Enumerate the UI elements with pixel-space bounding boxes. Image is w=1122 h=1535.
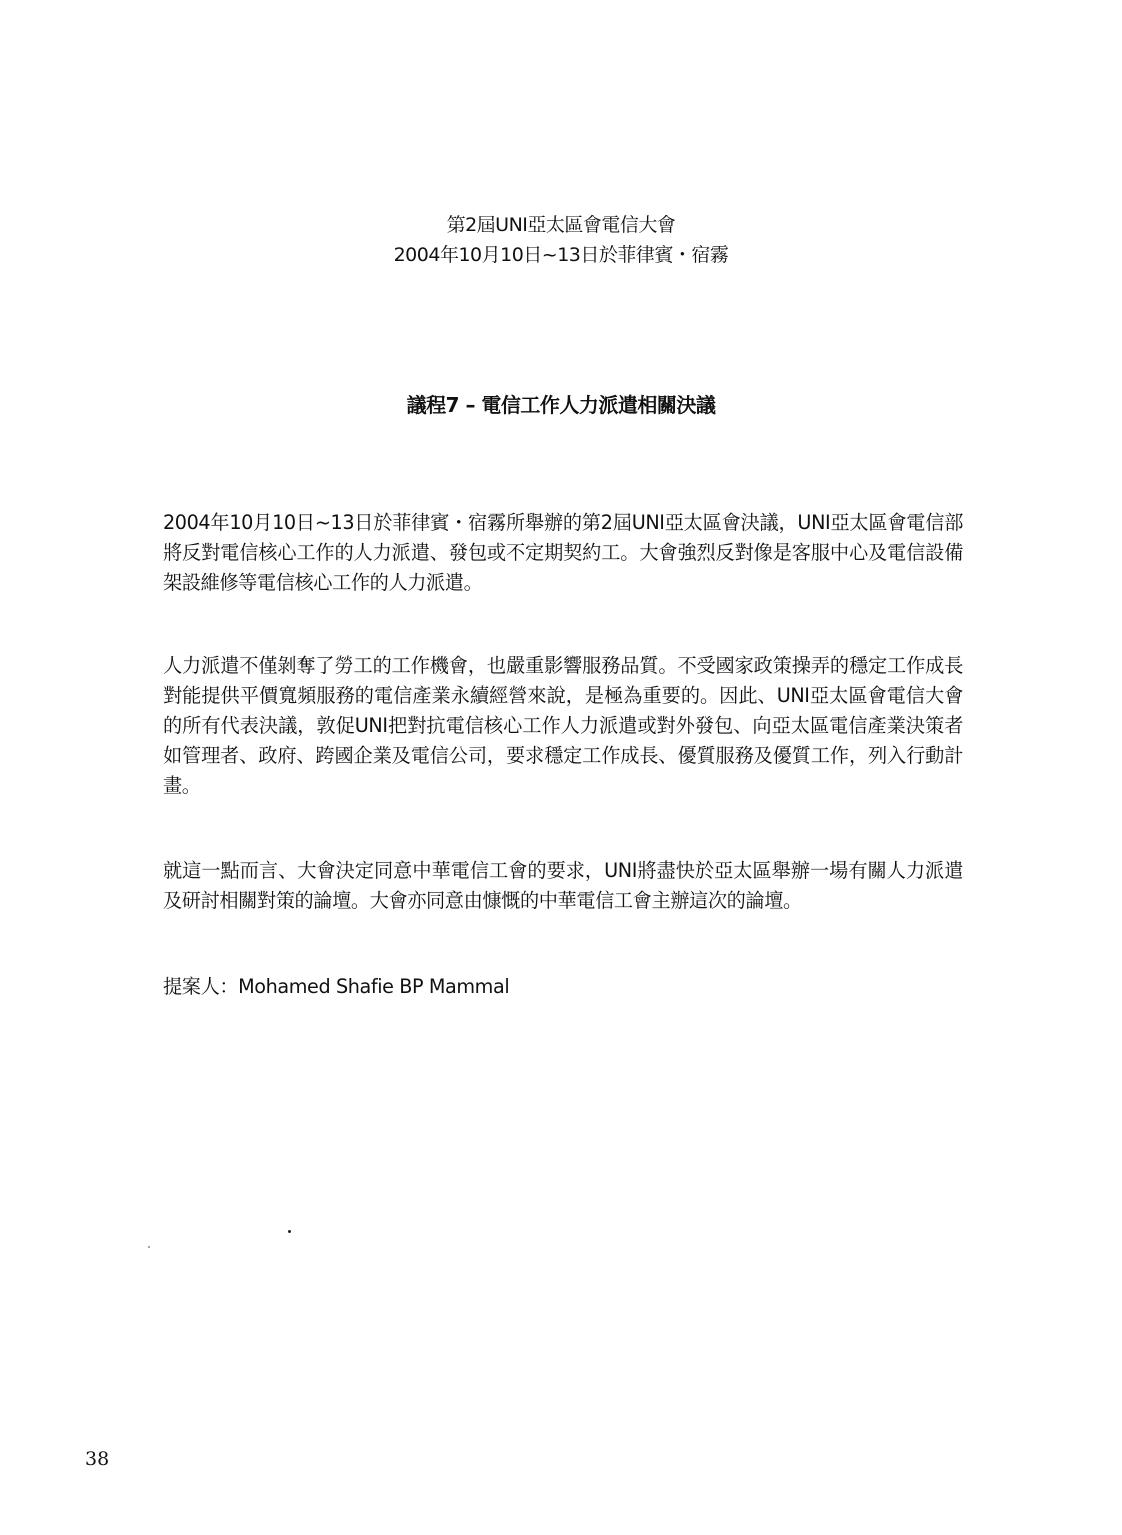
- conference-title: 第2屆UNI亞太區會電信大會: [446, 214, 676, 236]
- resolution-paragraph-3: 就這一點而言、大會決定同意中華電信工會的要求，UNI將盡快於亞太區舉辦一場有關人力派遣及研討相關對策的論壇。大會亦同意由慷慨的中華電信工會主辦這次的論壇。: [163, 859, 963, 912]
- scan-speck: [288, 1230, 291, 1233]
- scan-speck: [148, 1246, 150, 1248]
- conference-header: [0, 210, 1122, 270]
- resolution-paragraph-2: 人力派遣不僅剝奪了勞工的工作機會，也嚴重影響服務品質。不受國家政策操弄的穩定工作成長對能提供平價寬頻服務的電信產業永續經營來說，是極為重要的。因此、UNI亞太區會電信大會的所有代表決議，敦促UNI把對抗電信核心工作人力派遣或對外發包、向亞太區電信產業決策者如管理者、政府、跨國企業及電信公司，要求穩定工作成長、優質服務及優質工作，列入行動計畫。: [163, 654, 963, 797]
- proposer-line: [163, 972, 509, 1002]
- resolution-paragraph-1: 2004年10月10日~13日於菲律賓・宿霧所舉辦的第2屆UNI亞太區會決議，UNI亞太區會電信部將反對電信核心工作的人力派遣、發包或不定期契約工。大會強烈反對像是客服中心及電信設備架設維修等電信核心工作的人力派遣。: [163, 511, 963, 594]
- conference-date-location: 2004年10月10日~13日於菲律賓・宿霧: [393, 244, 729, 266]
- proposer-label: 提案人：: [163, 975, 239, 998]
- agenda-title: 議程7 – 電信工作人力派遣相關決議: [406, 393, 716, 417]
- proposer-name: Mohamed Shafie BP Mammal: [238, 975, 510, 998]
- page-number: 38: [85, 1448, 110, 1470]
